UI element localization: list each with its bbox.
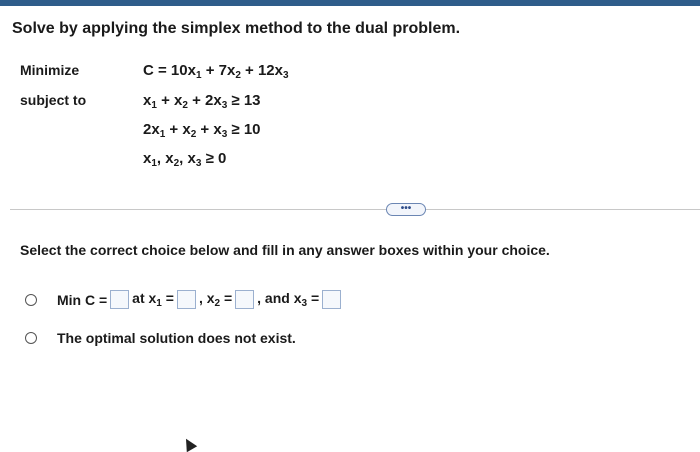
x3-label: , and $x_3$ = — [257, 290, 320, 309]
min-c-label: Min C = — [57, 291, 108, 308]
at-x1-label: at $x_1$ = — [132, 290, 174, 309]
radio-choice-a[interactable] — [25, 294, 37, 306]
subject-to-label: subject to — [20, 92, 87, 108]
section-divider — [10, 209, 700, 210]
instruction-text: Select the correct choice below and fill in any answer boxes within your choice. — [20, 242, 550, 258]
minimize-label: Minimize — [20, 62, 80, 78]
top-bar — [0, 0, 700, 6]
x3-input[interactable] — [322, 290, 341, 309]
x1-input[interactable] — [177, 290, 196, 309]
no-solution-label: The optimal solution does not exist. — [57, 330, 296, 346]
more-options-button[interactable]: ••• — [386, 203, 426, 216]
x2-input[interactable] — [235, 290, 254, 309]
radio-choice-b[interactable] — [25, 332, 37, 344]
choice-b[interactable] — [25, 330, 296, 346]
objective-function: $C = 10x_1 + 7x_2 + 12x_3$ — [143, 62, 289, 81]
constraint-2: $2x_1 + x_2 + x_3 \ge 10$ — [143, 121, 261, 140]
constraint-1: $x_1 + x_2 + 2x_3 \ge 13$ — [143, 92, 261, 111]
x2-label: , $x_2$ = — [198, 290, 233, 309]
nonnegativity-constraint: $x_1$, $x_2$, $x_3 \ge 0$ — [143, 150, 227, 169]
choice-a[interactable] — [25, 290, 344, 309]
min-c-input[interactable] — [110, 290, 129, 309]
question-title: Solve by applying the simplex method to the dual problem. — [12, 20, 461, 37]
mouse-cursor-icon — [181, 436, 197, 452]
